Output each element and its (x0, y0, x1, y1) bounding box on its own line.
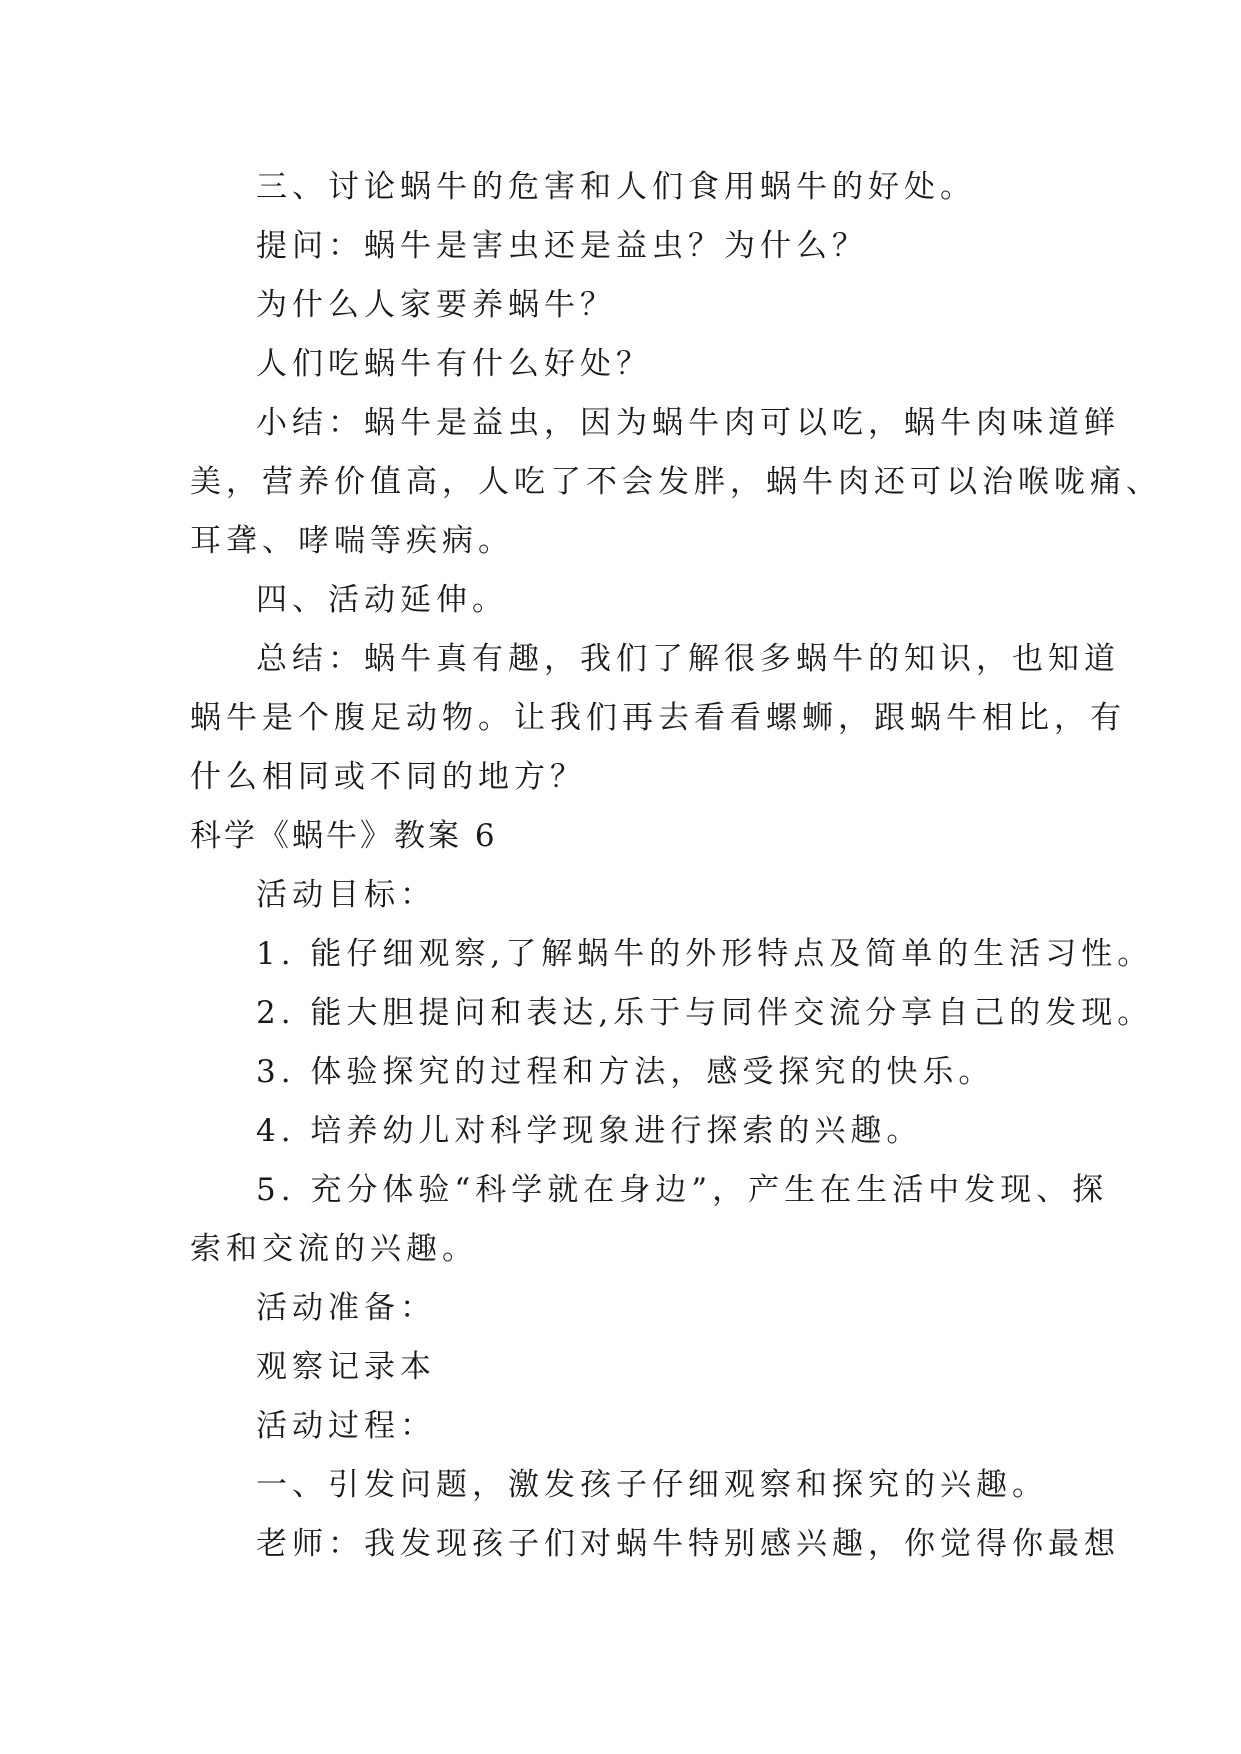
list-item: 5. 充分体验“科学就在身边”，产生在生活中发现、探 (256, 1172, 1109, 1208)
paragraph-line: 什么相同或不同的地方？ (190, 759, 586, 795)
list-item: 4. 培养幼儿对科学现象进行探索的兴趣。 (256, 1113, 923, 1149)
list-item: 2. 能大胆提问和表达,乐于与同伴交流分享自己的发现。 (256, 995, 1154, 1031)
paragraph-line: 观察记录本 (256, 1349, 436, 1385)
paragraph-line: 人们吃蜗牛有什么好处？ (256, 346, 652, 382)
paragraph-line: 总结：蜗牛真有趣，我们了解很多蜗牛的知识，也知道 (256, 641, 1120, 677)
section-heading-extension: 四、活动延伸。 (256, 582, 508, 618)
paragraph-line: 蜗牛是个腹足动物。让我们再去看看螺蛳，跟蜗牛相比，有 (190, 700, 1126, 736)
paragraph-line: 美，营养价值高，人吃了不会发胖，蜗牛肉还可以治喉咙痛、 (190, 464, 1162, 500)
paragraph-line: 索和交流的兴趣。 (190, 1231, 478, 1267)
list-item: 1. 能仔细观察,了解蜗牛的外形特点及简单的生活习性。 (256, 936, 1154, 972)
document-body (190, 158, 1162, 1574)
paragraph-line: 提问：蜗牛是害虫还是益虫？为什么？ (256, 228, 868, 264)
paragraph-line: 耳聋、哮喘等疾病。 (190, 523, 514, 559)
list-item: 3. 体验探究的过程和方法，感受探究的快乐。 (256, 1054, 995, 1090)
section-heading-discussion: 三、讨论蜗牛的危害和人们食用蜗牛的好处。 (256, 169, 976, 205)
paragraph-line: 老师：我发现孩子们对蜗牛特别感兴趣，你觉得你最想 (256, 1526, 1120, 1562)
section-heading-goals: 活动目标： (256, 877, 436, 913)
section-heading-preparation: 活动准备： (256, 1290, 436, 1326)
lesson-plan-title: 科学《蜗牛》教案 6 (190, 818, 498, 854)
paragraph-line: 一、引发问题，激发孩子仔细观察和探究的兴趣。 (256, 1467, 1048, 1503)
paragraph-line: 小结：蜗牛是益虫，因为蜗牛肉可以吃，蜗牛肉味道鲜 (256, 405, 1120, 441)
paragraph-line: 为什么人家要养蜗牛？ (256, 287, 616, 323)
section-heading-process: 活动过程： (256, 1408, 436, 1444)
